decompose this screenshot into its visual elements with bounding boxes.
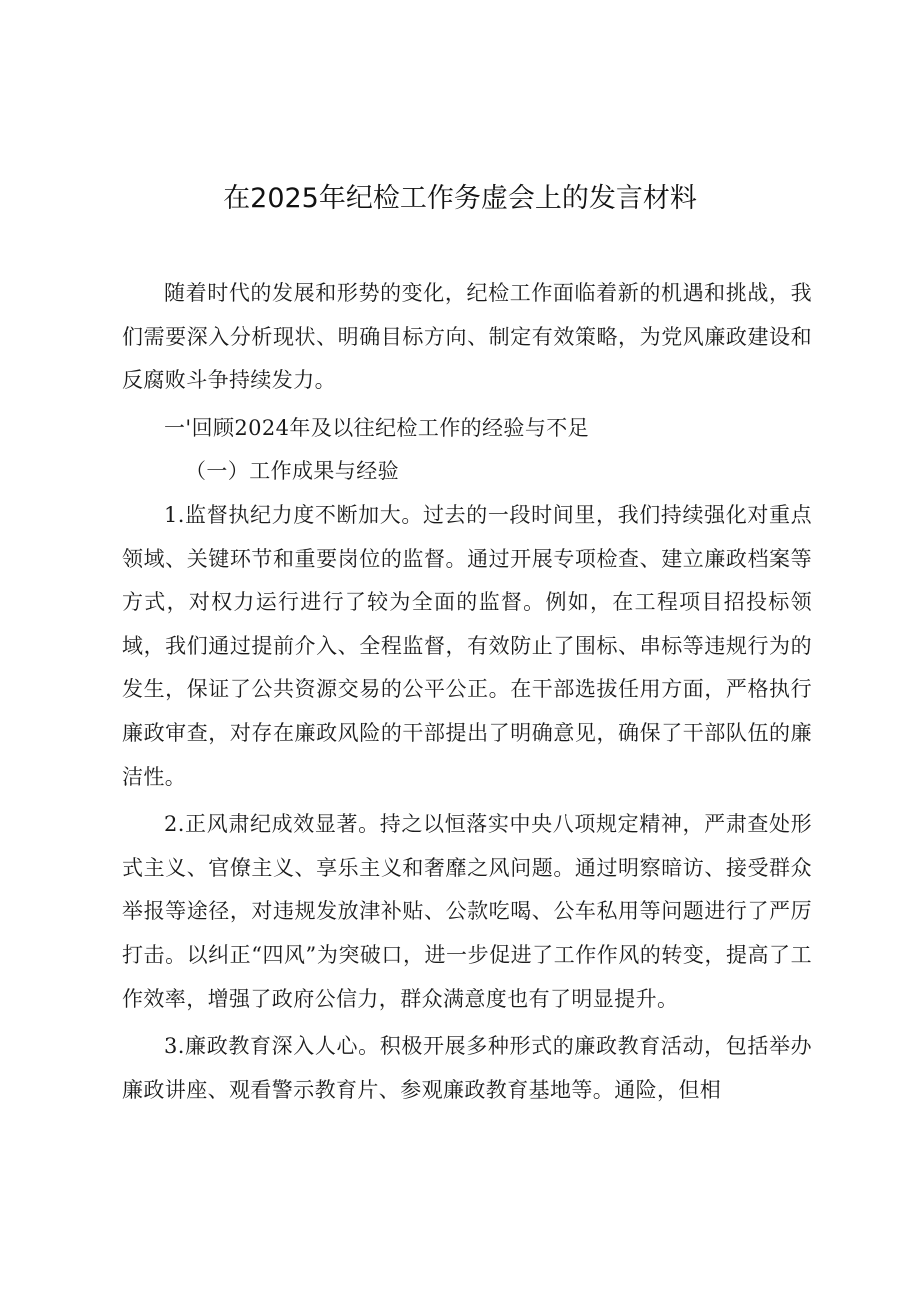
subsection-heading-1: （一）工作成果与经验: [185, 459, 399, 484]
intro-paragraph: 随着时代的发展和形势的变化，纪检工作面临着新的机遇和挑战，我们需要深入分析现状、明确目标方向、制定有效策略，为党风廉政建设和反腐败斗争持续发力。: [122, 281, 812, 393]
document-body: [122, 272, 812, 1112]
paragraph-item-3: 3.廉政教育深入人心。积极开展多种形式的廉政教育活动，包括举办廉政讲座、观看警示教育片、参观廉政教育基地等。通险，但相: [122, 1034, 812, 1102]
document-title: 在2025年纪检工作务虚会上的发言材料: [223, 183, 697, 214]
section-heading-1: 一'回顾2024年及以往纪检工作的经验与不足: [164, 415, 590, 440]
paragraph-item-1: 1.监督执纪力度不断加大。过去的一段时间里，我们持续强化对重点领域、关键环节和重要岗位的监督。通过开展专项检查、建立廉政档案等方式，对权力运行进行了较为全面的监督。例如，在工程项目招投标领域，我们通过提前介入、全程监督，有效防止了围标、串标等违规行为的发生，保证了公共资源交易的公平公正。在干部选拔任用方面，严格执行廉政审查，对存在廉政风险的干部提出了明确意见，确保了干部队伍的廉洁性。: [122, 502, 812, 789]
paragraph-item-2: 2.正风肃纪成效显著。持之以恒落实中央八项规定精神，严肃查处形式主义、官僚主义、享乐主义和奢靡之风问题。通过明察暗访、接受群众举报等途径，对违规发放津补贴、公款吃喝、公车私用等问题进行了严厉打击。以纠正“四风”为突破口，进一步促进了工作作风的转变，提高了工作效率，增强了政府公信力，群众满意度也有了明显提升。: [122, 812, 812, 1011]
